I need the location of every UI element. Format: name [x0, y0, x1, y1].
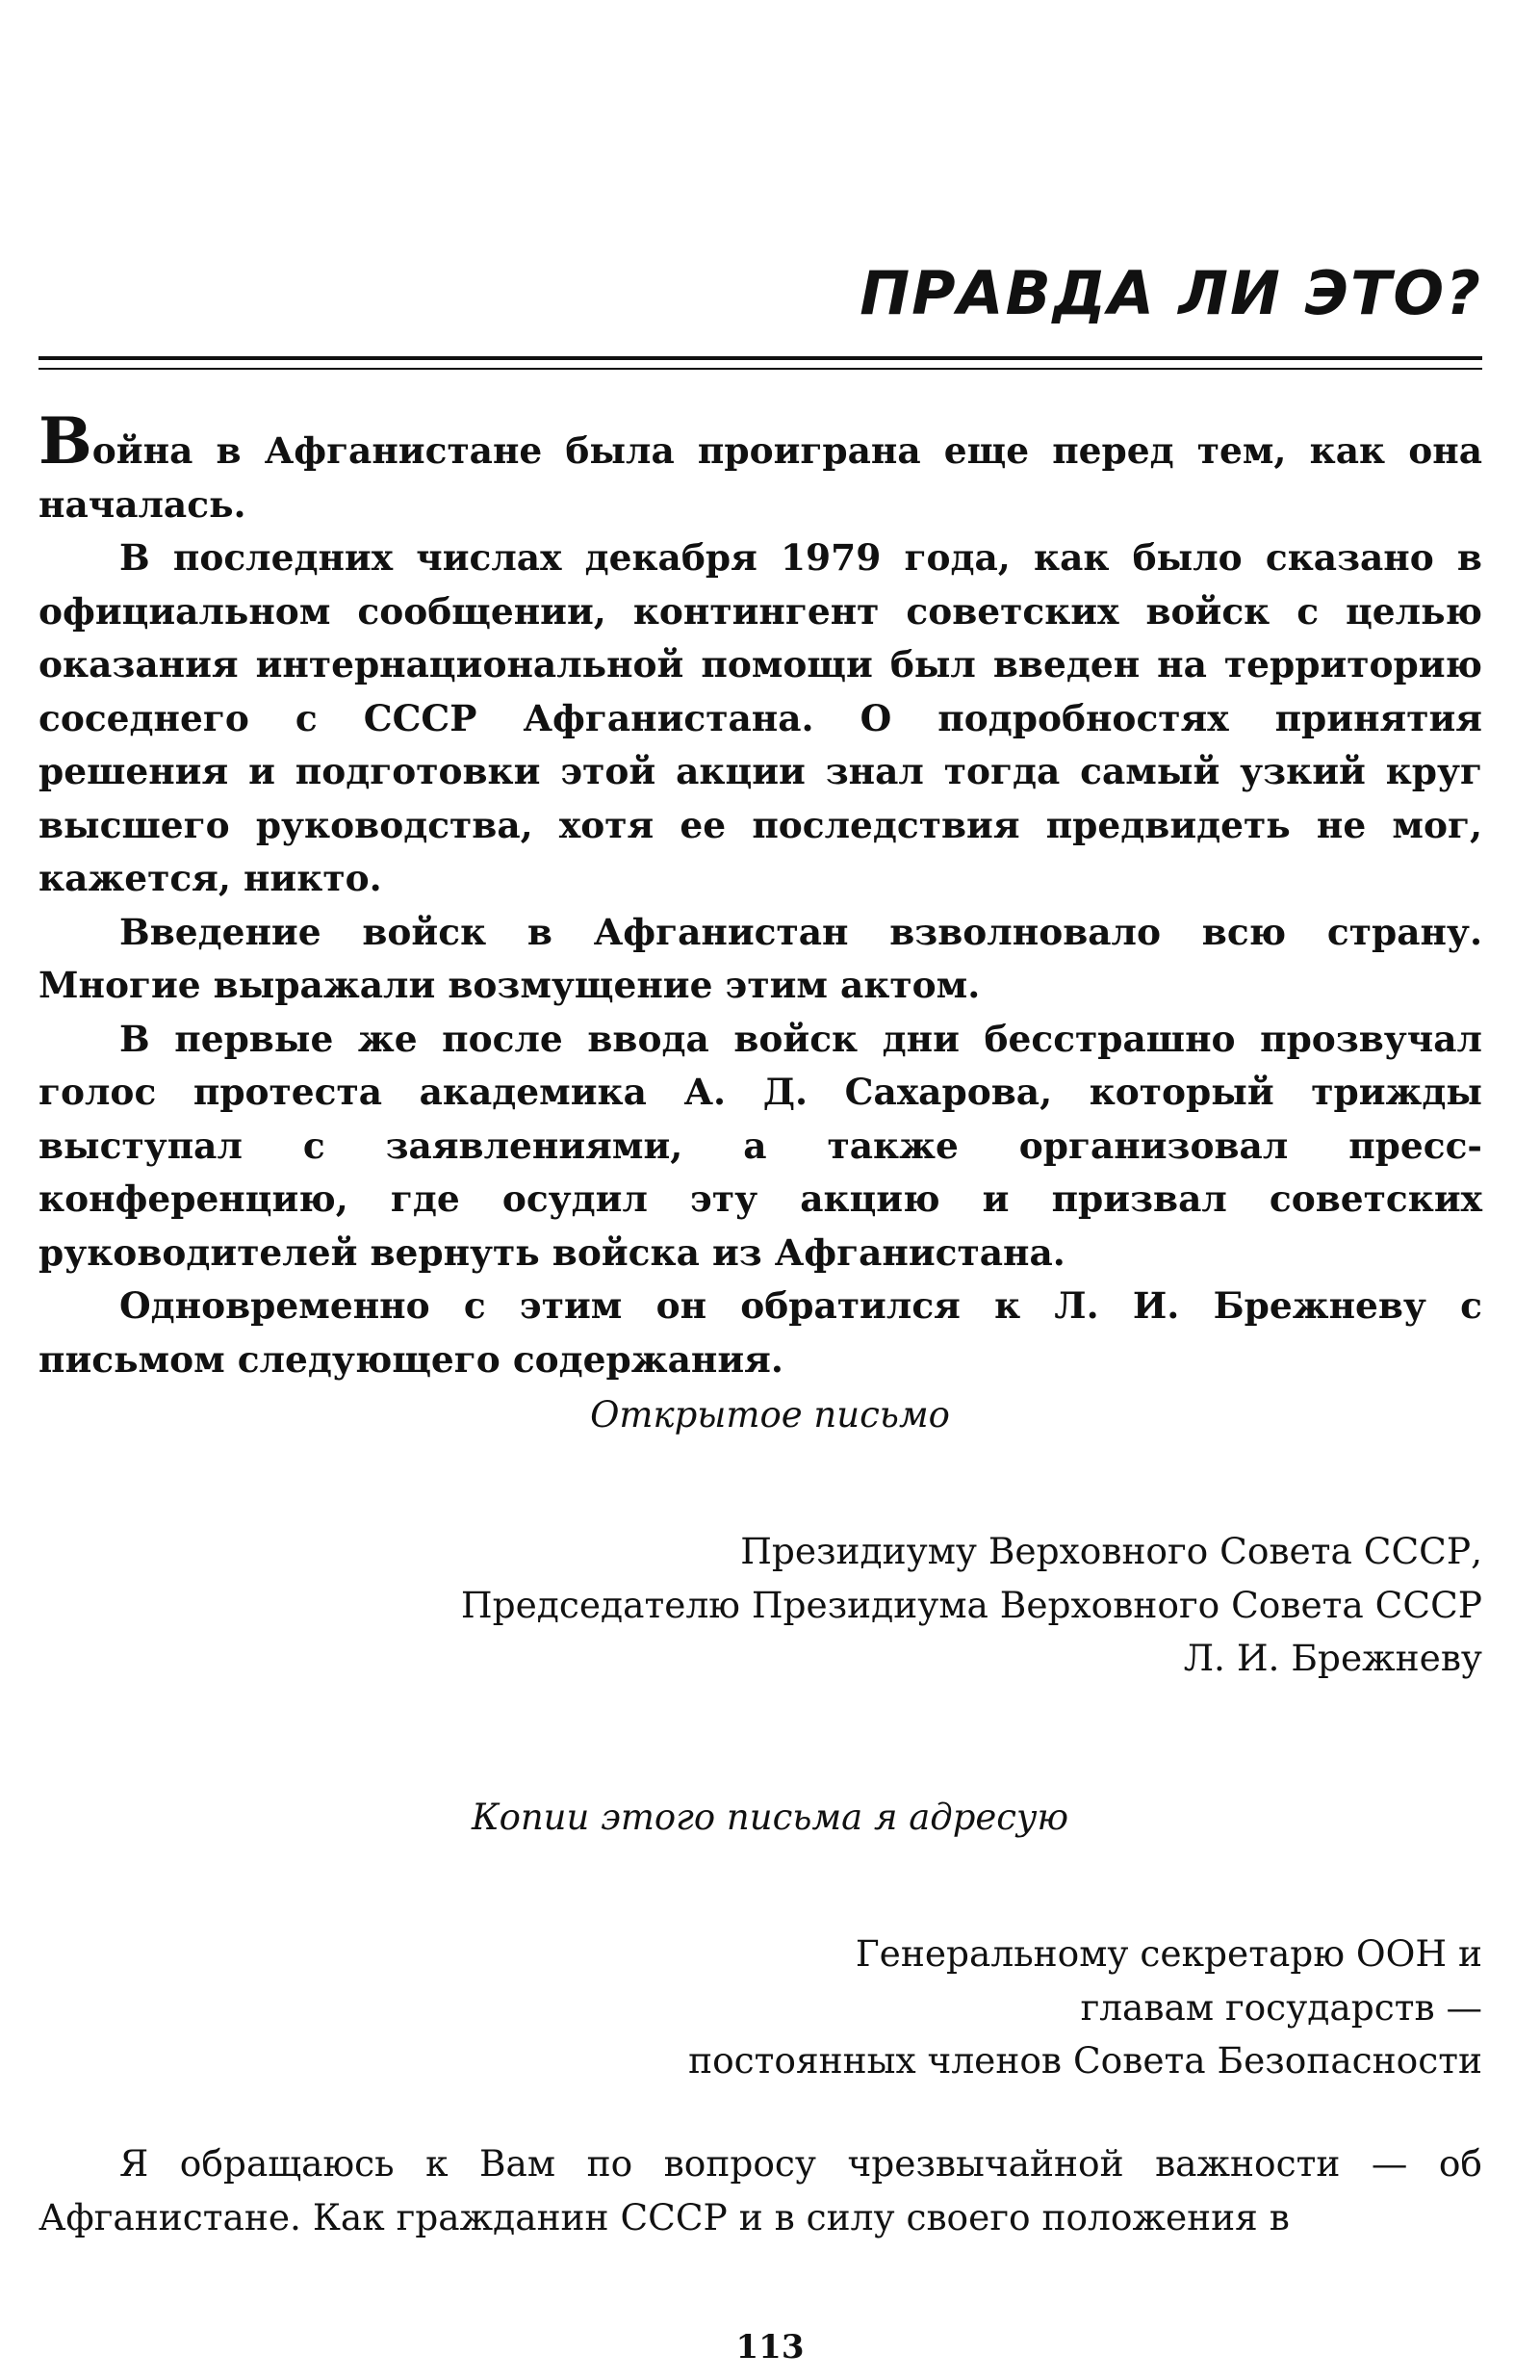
copies-addressee-block	[688, 1927, 1482, 2088]
header-rule-thick	[38, 356, 1482, 360]
letter-paragraph-1: Я обращаюсь к Вам по вопросу чрезвычайной важности — об Афганистане. Как гражданин СССР и в силу своего положения в	[38, 2142, 1482, 2238]
page-number: 113	[735, 2328, 805, 2367]
addressee-line: Президиуму Верховного Совета СССР,	[740, 1530, 1482, 1572]
addressee-line: Председателю Президиума Верховного Совета СССР	[460, 1583, 1482, 1626]
paragraph-1-text: ойна в Афганистане была проиграна еще перед тем, как она началась.	[38, 429, 1482, 526]
copies-line: постоянных членов Совета Безопасности	[688, 2039, 1482, 2082]
addressee-block	[461, 1525, 1482, 1686]
letter-body	[38, 2137, 1482, 2244]
copies-line: Генеральному секретарю ООН и	[855, 1932, 1482, 1975]
paragraph-4: В первые же после ввода войск дни бесстрашно прозвучал голос протеста академика А. Д. Сахарова, который трижды выступал с заявлениями, а также организовал пресс-конференцию, где осудил эту акцию и призвал советских руководителей вернуть войска из Афганистана.	[38, 1017, 1482, 1274]
intro-text	[38, 403, 1482, 1386]
header-rule-thin	[38, 368, 1482, 370]
addressee-line: Л. И. Брежневу	[1183, 1637, 1482, 1679]
paragraph-1	[38, 403, 1482, 531]
copies-heading: Копии этого письма я адресую	[471, 1797, 1069, 1838]
letter-heading: Открытое письмо	[590, 1394, 950, 1436]
drop-cap: В	[38, 403, 92, 479]
paragraph-2: В последних числах декабря 1979 года, как было сказано в официальном сообщении, контингент советских войск с целью оказания интернациональной помощи был введен на территорию соседнего с СССР Афганистана. О подробностях принятия решения и подготовки этой акции знал тогда самый узкий круг высшего руководства, хотя ее последствия предвидеть не мог, кажется, никто.	[38, 536, 1482, 899]
copies-line: главам государств —	[1080, 1985, 1482, 2029]
paragraph-3: Введение войск в Афганистан взволновало всю страну. Многие выражали возмущение этим актом.	[38, 910, 1482, 1006]
paragraph-5: Одновременно с этим он обратился к Л. И. Брежневу с письмом следующего содержания.	[38, 1284, 1482, 1381]
chapter-title: ПРАВДА ЛИ ЭТО?	[860, 258, 1482, 328]
